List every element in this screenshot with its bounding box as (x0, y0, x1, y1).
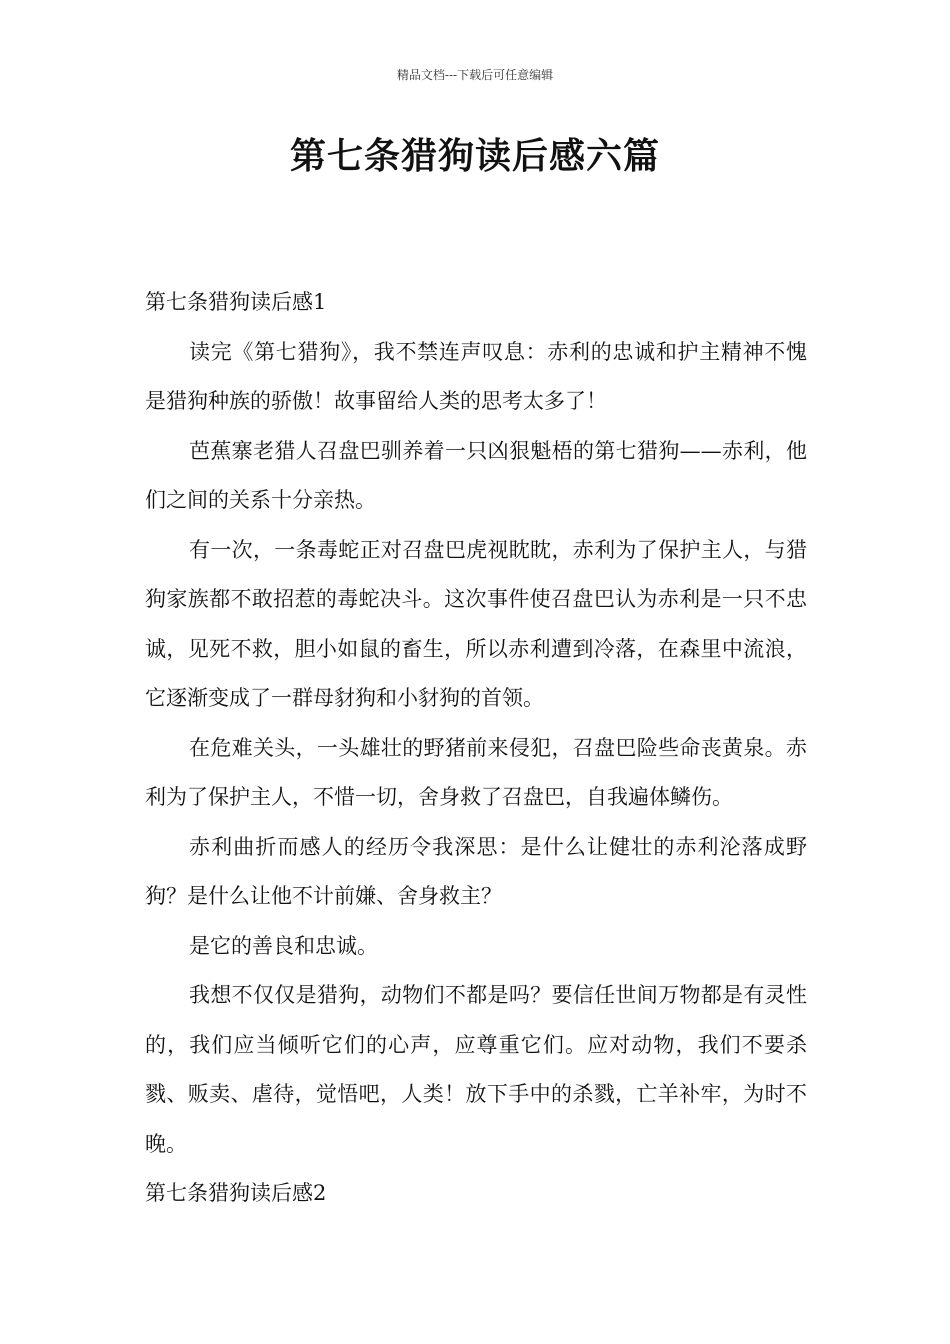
paragraph-5: 赤利曲折而感人的经历令我深思：是什么让健壮的赤利沦落成野狗？是什么让他不计前嫌、舍身救主？ (145, 834, 807, 908)
paragraph-4: 在危难关头，一头雄壮的野猪前来侵犯，召盘巴险些命丧黄泉。赤利为了保护主人，不惜一切，舍身救了召盘巴，自我遍体鳞伤。 (145, 735, 807, 809)
document-title: 第七条猎狗读后感六篇 (289, 136, 660, 177)
header-note: 精品文档---下载后可任意编辑 (396, 68, 554, 82)
paragraph-6: 是它的善良和忠诚。 (189, 933, 378, 958)
paragraph-7: 我想不仅仅是猎狗，动物们不都是吗？要信任世间万物都是有灵性的，我们应当倾听它们的心声，应尊重它们。应对动物，我们不要杀戮、贩卖、虐待，觉悟吧，人类！放下手中的杀戮，亡羊补牢，为时不晚。 (145, 983, 807, 1156)
paragraph-3: 有一次，一条毒蛇正对召盘巴虎视眈眈，赤利为了保护主人，与猎狗家族都不敢招惹的毒蛇决斗。这次事件使召盘巴认为赤利是一只不忠诚，见死不救，胆小如鼠的畜生，所以赤利遭到冷落，在森里中流浪，它逐渐变成了一群母豺狗和小豺狗的首领。 (145, 537, 807, 710)
section-heading-2: 第七条猎狗读后感2 (145, 1181, 327, 1205)
section-heading-1: 第七条猎狗读后感1 (145, 290, 327, 314)
paragraph-2: 芭蕉寨老猎人召盘巴驯养着一只凶狠魁梧的第七猎狗——赤利，他们之间的关系十分亲热。 (145, 438, 807, 512)
document-body (145, 278, 807, 1219)
paragraph-1: 读完《第七猎狗》，我不禁连声叹息：赤利的忠诚和护主精神不愧是猎狗种族的骄傲！故事留给人类的思考太多了！ (145, 339, 807, 413)
